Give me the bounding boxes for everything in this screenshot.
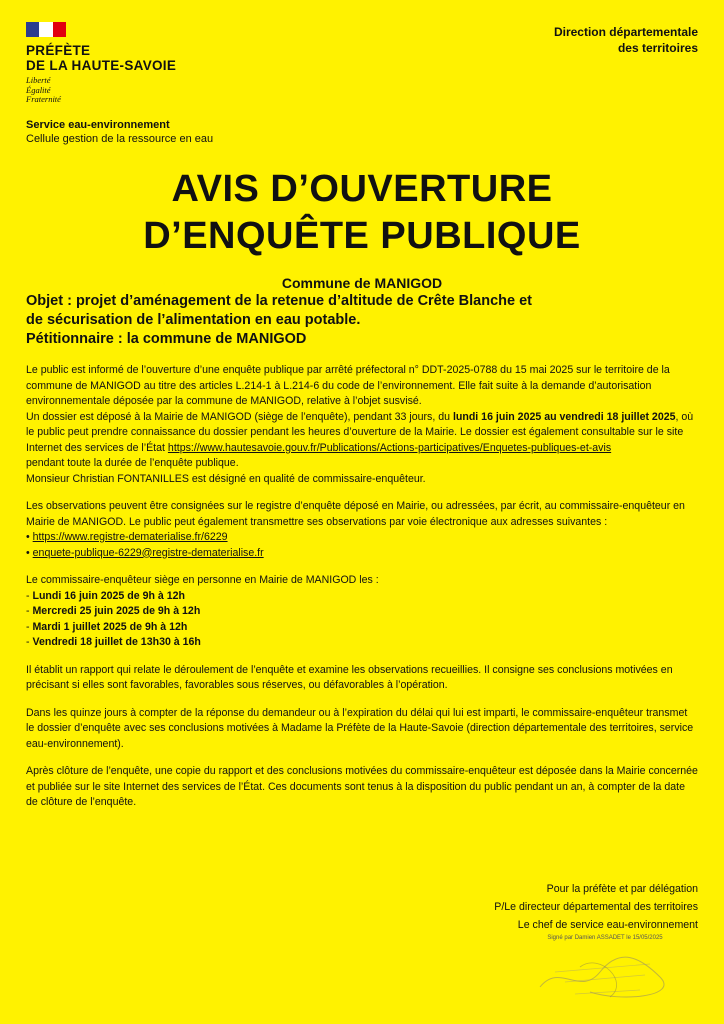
motto-egalite: Égalité	[26, 84, 51, 95]
paragraph-arrete: Le public est informé de l’ouverture d’une enquête publique par arrêté préfectoral n° DDT-2025-0788 du 15 mai 2025 sur le territoire de la commune de MANIGOD au titre des articles L.214-1 à L.214-6 du code de l’environnement. Elle fait suite à la demande d’autorisation environnementale déposée par la commune de MANIGOD, relative à l’objet susvisé.	[26, 364, 670, 407]
permanence-date: Vendredi 18 juillet de 13h30 à 16h	[32, 636, 201, 648]
direction-label	[554, 24, 698, 56]
paragraph-commissaire: Monsieur Christian FONTANILLES est désigné en qualité de commissaire-enquêteur.	[26, 472, 426, 485]
motto-liberte: Liberté	[26, 75, 51, 85]
petitionnaire: Pétitionnaire : la commune de MANIGOD	[26, 331, 307, 347]
permanence-item: - Mercredi 25 juin 2025 de 9h à 12h	[26, 605, 201, 617]
signature-line1: Pour la préfète et par délégation	[546, 883, 698, 895]
subject-block	[26, 275, 698, 349]
service-cell: Cellule gestion de la ressource en eau	[26, 133, 214, 145]
direction-line2: des territoires	[617, 41, 698, 55]
french-flag-icon	[26, 22, 66, 37]
flag-red-band	[53, 22, 66, 37]
dossier-text-pre: Un dossier est déposé à la Mairie de MANIGOD (siège de l’enquête), pendant 33 jours, du	[26, 410, 453, 423]
paragraph-cloture: Après clôture de l’enquête, une copie du rapport et des conclusions motivées du commissaire-enquêteur est déposée dans la Mairie concernée et publiée sur le site Internet des services de l’État. Ces documents sont tenus à la disposition du public pendant un an, à compter de la date de clôture de l’enquête.	[26, 765, 698, 808]
signature-line3: Le chef de service eau-environnement	[517, 919, 698, 931]
title-line2: D’ENQUÊTE PUBLIQUE	[143, 215, 581, 257]
permanence-date: Lundi 16 juin 2025 de 9h à 12h	[32, 589, 185, 602]
paragraph-rapport: Il établit un rapport qui relate le déroulement de l’enquête et examine les observations recueillies. Il consigne ses conclusions motivées en précisant si elles sont favorables, favorables sous réserves, ou défavorables à l’opération.	[26, 663, 673, 691]
email-link[interactable]: enquete-publique-6229@registre-dematerialise.fr	[32, 546, 264, 559]
prefecture-name-line1: PRÉFÈTE	[26, 43, 91, 58]
republic-motto	[26, 76, 176, 105]
permanence-item: - Vendredi 18 juillet de 13h30 à 16h	[26, 636, 201, 648]
prefecture-logo-block	[26, 22, 176, 105]
list-item: • enquete-publique-6229@registre-dematerialise.fr	[26, 546, 264, 559]
prefecture-website-link[interactable]: https://www.hautesavoie.gouv.fr/Publications/Actions-participatives/Enquetes-publiques-et-avis	[167, 441, 612, 454]
page-title	[0, 166, 724, 260]
signature-line2: P/Le directeur départemental des territoires	[494, 901, 698, 913]
permanence-date: Mercredi 25 juin 2025 de 9h à 12h	[32, 605, 201, 617]
paragraph-observations: Les observations peuvent être consignées sur le registre d’enquête déposé en Mairie, ou adressées, par écrit, au commissaire-enquêteur en Mairie de MANIGOD. Le public peut également transmettre ses observations par voie électronique aux adresses suivantes :	[26, 500, 685, 528]
objet-line2: de sécurisation de l’alimentation en eau potable.	[26, 312, 361, 328]
registre-link[interactable]: https://www.registre-dematerialise.fr/6229	[32, 531, 228, 543]
service-block	[26, 118, 213, 146]
permanence-item: - Lundi 16 juin 2025 de 9h à 12h	[26, 589, 185, 602]
service-name: Service eau-environnement	[26, 119, 170, 131]
paragraph-duration: pendant toute la durée de l’enquête publique.	[26, 457, 239, 469]
handwritten-signature	[520, 934, 690, 1010]
paragraph-dossier	[26, 410, 698, 457]
commune-heading: Commune de MANIGOD	[281, 275, 443, 291]
dossier-text-post: , où le public peut prendre connaissance du dossier pendant les heures d’ouverture de la Mairie. Le dossier est également consultable sur le site Internet des services de l’État	[26, 410, 694, 454]
signature-scribble-icon	[520, 942, 690, 1008]
prefecture-name-line2: DE LA HAUTE-SAVOIE	[26, 58, 177, 73]
permanence-date: Mardi 1 juillet 2025 de 9h à 12h	[32, 620, 188, 633]
flag-white-band	[39, 22, 52, 37]
enquete-dates: lundi 16 juin 2025 au vendredi 18 juillet 2025	[452, 410, 676, 423]
permanences-intro: Le commissaire-enquêteur siège en personne en Mairie de MANIGOD les :	[26, 574, 379, 586]
signed-by-caption: Signé par Damien ASSADET le 15/05/2025	[547, 935, 663, 941]
title-line1: AVIS D’OUVERTURE	[171, 168, 553, 210]
flag-blue-band	[26, 22, 39, 37]
list-item: • https://www.registre-dematerialise.fr/6229	[26, 531, 228, 543]
direction-line1: Direction départementale	[553, 25, 698, 39]
objet-line1: Objet : projet d’aménagement de la retenue d’altitude de Crête Blanche et	[26, 293, 532, 309]
permanence-item: - Mardi 1 juillet 2025 de 9h à 12h	[26, 620, 188, 633]
notice-body	[26, 363, 698, 811]
signature-block	[494, 880, 698, 934]
motto-fraternite: Fraternité	[26, 94, 61, 104]
paragraph-transmission: Dans les quinze jours à compter de la réponse du demandeur ou à l’expiration du délai qui lui est imparti, le commissaire-enquêteur transmet le dossier d’enquête avec ses conclusions motivées à Madame la Préfète de la Haute-Savoie (direction départementale des territoires, service eau-environnement).	[26, 706, 694, 750]
